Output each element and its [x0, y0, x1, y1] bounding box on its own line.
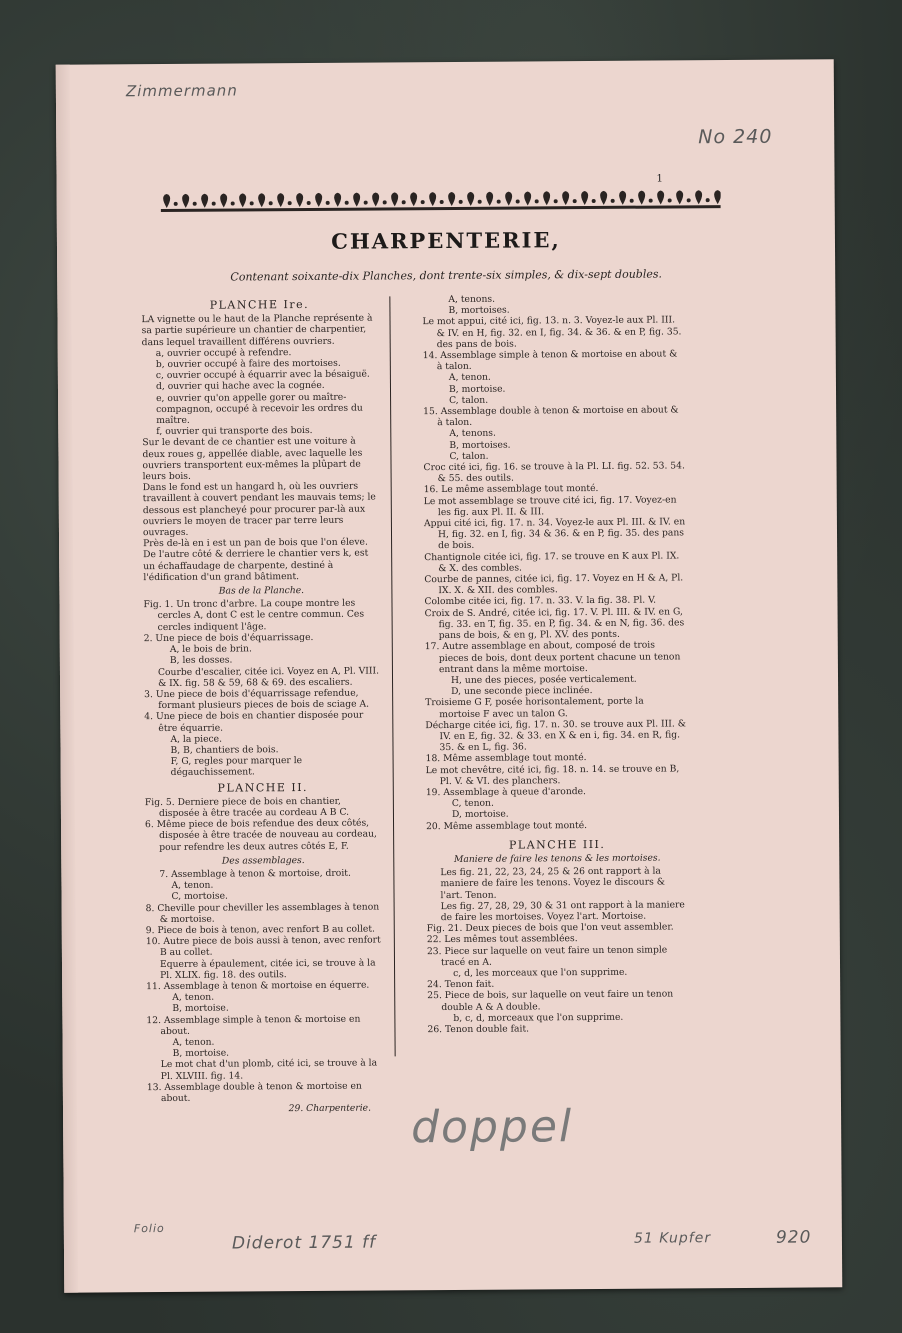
- list-item: Fig. 1. Un tronc d'arbre. La coupe montre les cercles A, dont C est le centre commun. Ces cercles indiquent l'âge.: [143, 597, 365, 633]
- ornament-dot: [630, 199, 634, 203]
- ornament-dot: [668, 198, 672, 202]
- list-item: Fig. 5. Derniere piece de bois en chantier, disposée à être tracée au cordeau A B C.: [144, 795, 350, 819]
- ornament-dot: [288, 201, 292, 205]
- planche-1-heading: PLANCHE Ire.: [209, 297, 310, 312]
- list-item: A, tenons.: [448, 293, 496, 305]
- ornament-fan: [524, 191, 531, 205]
- ornament-dot: [364, 201, 368, 205]
- list-item: D, mortoise.: [451, 808, 509, 821]
- list-item: Le mot chevêtre, cité ici, fig. 18. n. 14. se trouve en B, Pl. V. & VI. des planchers.: [425, 762, 680, 787]
- ornament-fan: [657, 190, 664, 204]
- list-item: C, mortoise.: [171, 890, 228, 903]
- ornament-fan: [619, 191, 626, 205]
- list-item: 23. Piece sur laquelle on veut faire un tenon simple tracé en A.: [426, 944, 668, 968]
- list-item: 8. Cheville pour cheviller les assemblages à tenon & mortoise.: [145, 901, 380, 925]
- ornament-fan: [600, 191, 607, 205]
- intro-paragraph: LA vignette ou le haut de la Planche représente à sa partie supérieure un chantier de charpentier, dans lequel travaillent différens ouvriers.: [141, 312, 373, 348]
- left-column: [141, 294, 383, 1115]
- list-item: B, les dosses.: [169, 654, 233, 667]
- ornament-dot: [516, 199, 520, 203]
- list-item: A, tenon.: [172, 1036, 215, 1048]
- list-item: A, tenon.: [172, 991, 215, 1004]
- ornament-dot: [307, 201, 311, 205]
- ornament-dot: [440, 200, 444, 204]
- list-item: 7. Assemblage à tenon & mortoise, droit.: [159, 867, 351, 880]
- right-column: [422, 292, 689, 1035]
- ornament-dot: [383, 200, 387, 204]
- list-item: Chantignole citée ici, fig. 17. se trouve en K aux Pl. IX. & X. des combles.: [424, 550, 680, 574]
- handwritten-author: Diderot 1751 ff: [231, 1232, 377, 1254]
- ornament-dot: [193, 202, 197, 206]
- vignette-list: [142, 346, 379, 437]
- catchword: 29. Charpenterie.: [288, 1102, 372, 1115]
- list-item: f, ouvrier qui transporte des bois.: [156, 425, 313, 438]
- ornament-dot: [459, 200, 463, 204]
- list-item: C, talon.: [449, 450, 489, 462]
- ornament-dot: [212, 202, 216, 206]
- list-item: c, d, les morceaux que l'on supprime.: [453, 966, 628, 979]
- assemblages-heading: Des assemblages.: [221, 854, 305, 867]
- list-item: 13. Assemblage double à tenon & mortoise en about.: [146, 1080, 362, 1105]
- list-item: B, mortoises.: [449, 439, 511, 451]
- ornament-fan: [486, 192, 493, 206]
- maniere-heading: Maniere de faire les tenons & les mortoises.: [453, 852, 661, 865]
- ornament-fan: [334, 193, 341, 207]
- list-item: 19. Assemblage à queue d'aronde.: [425, 785, 587, 799]
- ornament-fan: [239, 193, 246, 207]
- list-item: Appui cité ici, fig. 17. n. 34. Voyez-le aux Pl. III. & IV. en H, fig. 32. en I, fig. 34 & 36. & en P, fig. 35. des pans de bois.: [423, 516, 686, 552]
- ornament-fan: [638, 191, 645, 205]
- list-item: 10. Autre piece de bois aussi à tenon, avec renfort B au collet.: [145, 934, 381, 959]
- list-item: e, ouvrier qu'on appelle gorer ou maître-compagnon, occupé à recevoir les ordres du maître.: [156, 391, 363, 427]
- list-item: H, une des pieces, posée verticalement.: [450, 673, 637, 686]
- list-item: C, tenon.: [451, 797, 494, 810]
- paragraph: Sur le devant de ce chantier est une voiture à deux roues g, appellée diable, avec laquelle les ouvriers transportent eux-mêmes la plûpart de leurs bois.: [142, 436, 363, 483]
- ornament-dot: [649, 199, 653, 203]
- handwritten-plates: 51 Kupfer: [633, 1230, 712, 1247]
- list-item: B, mortoise.: [448, 383, 506, 395]
- list-item: B, B, chantiers de bois.: [170, 744, 279, 756]
- ornament-dot: [535, 199, 539, 203]
- paragraph: Les fig. 27, 28, 29, 30 & 31 ont rapport à la maniere de faire les mortoises. Voyez l'art. Mortoise.: [440, 899, 685, 924]
- list-item: Croc cité ici, fig. 16. se trouve à la Pl. LI. fig. 52. 53. 54. & 55. des outils.: [423, 460, 685, 485]
- list-item: 22. Les mêmes tout assemblées.: [426, 933, 578, 946]
- list-item: Courbe de pannes, citée ici, fig. 17. Voyez en H & A, Pl. IX. X. & XII. des combles.: [424, 572, 684, 597]
- ornament-fan: [182, 194, 189, 208]
- list-item: Le mot appui, cité ici, fig. 13. n. 3. Voyez-le aux Pl. III. & IV. en H, fig. 32. en I, fig. 34. & 36. & en P, fig. 35. des pans de bois.: [422, 314, 682, 350]
- ornament-fan: [201, 194, 208, 208]
- list-item: Le mot assemblage se trouve cité ici, fig. 17. Voyez-en les fig. aux Pl. II. & III.: [423, 494, 677, 518]
- list-item: A, tenon.: [171, 879, 214, 892]
- list-item: C, talon.: [449, 394, 489, 406]
- paragraph: Près de-là en i est un pan de bois que l'on éleve.: [143, 536, 368, 550]
- list-item: 20. Même assemblage tout monté.: [426, 819, 588, 832]
- page-number: 1: [656, 173, 663, 185]
- ornament-dot: [421, 200, 425, 204]
- list-item: B, mortoise.: [172, 1047, 230, 1060]
- ornament-fan: [296, 193, 303, 207]
- ornament-fan: [467, 192, 474, 206]
- paragraph: Les fig. 21, 22, 23, 24, 25 & 26 ont rapport à la maniere de faire les tenons. Voyez le discours & l'art. Tenon.: [440, 865, 665, 901]
- list-item: 16. Le même assemblage tout monté.: [423, 483, 599, 496]
- list-item: A, la piece.: [170, 733, 223, 745]
- ornament-dot: [687, 198, 691, 202]
- bas-heading: Bas de la Planche.: [218, 585, 305, 597]
- list-item: b, c, d, morceaux que l'on supprime.: [453, 1011, 624, 1024]
- handwritten-inventory-number: No 240: [698, 125, 773, 149]
- ornament-fan: [448, 192, 455, 206]
- handwritten-price: 920: [775, 1227, 812, 1248]
- list-item: 17. Autre assemblage en about, composé de trois pieces de bois, dont deux portent chacune un tenon entrant dans la même mortoise.: [424, 639, 681, 675]
- pencil-annotation: doppel: [410, 1101, 574, 1154]
- page-subtitle: Contenant soixante-dix Planches, dont trente-six simples, & dix-sept doubles.: [230, 267, 663, 284]
- ornament-fan: [220, 194, 227, 208]
- list-item: B, mortoises.: [448, 304, 510, 317]
- ornament-fan: [505, 192, 512, 206]
- page-title: CHARPENTERIE,: [331, 227, 561, 254]
- list-item: 15. Assemblage double à tenon & mortoise en about & à talon.: [423, 404, 679, 429]
- list-item: 3. Une piece de bois d'équarrissage refendue, formant plusieurs pieces de bois de sciage A.: [144, 687, 370, 712]
- list-item: 14. Assemblage simple à tenon & mortoise en about & à talon.: [422, 348, 678, 373]
- list-item: 25. Piece de bois, sur laquelle on veut faire un tenon double A & A double.: [427, 988, 674, 1013]
- planche-2-heading: PLANCHE II.: [217, 780, 309, 795]
- list-item: Fig. 21. Deux pieces de bois que l'on veut assembler.: [426, 921, 674, 935]
- list-item: Courbe d'escalier, citée ici. Voyez en A, Pl. VIII. & IX. fig. 58 & 59, 68 & 69. des escaliers.: [157, 664, 380, 689]
- ornament-dot: [250, 201, 254, 205]
- ornament-dot: [554, 199, 558, 203]
- list-item: Colombe citée ici, fig. 17. n. 33. V. la fig. 38. Pl. V.: [424, 595, 657, 608]
- list-item: 9. Piece de bois à tenon, avec renfort B au collet.: [145, 923, 375, 937]
- ornament-fan: [676, 190, 683, 204]
- list-item: 11. Assemblage à tenon & mortoise en équerre.: [146, 979, 370, 993]
- ornament-dot: [174, 202, 178, 206]
- ornament-dot: [402, 200, 406, 204]
- document-page: [56, 59, 843, 1292]
- ornament-band: [161, 188, 721, 214]
- paragraph: Dans le fond est un hangard h, où les ouvriers travaillent à couvert pendant les mauvais tems; le dessous est plancheyé pour procurer par-là aux ouvriers le moyen de tracer par terre leurs ouvrages.: [142, 480, 376, 539]
- list-item: Le mot chat d'un plomb, cité ici, se trouve à la Pl. XLVIII. fig. 14.: [160, 1057, 378, 1082]
- list-item: Décharge citée ici, fig. 17. n. 30. se trouve aux Pl. III. & IV. en E, fig. 32. & 33. en X & en i, fig. 34. en R, fig. 35. & en L, fig. 36.: [425, 718, 686, 754]
- list-item: d, ouvrier qui hache avec la cognée.: [155, 380, 325, 393]
- column-divider: [389, 296, 395, 1056]
- list-item: a, ouvrier occupé à refendre.: [155, 346, 292, 359]
- ornament-dot: [611, 199, 615, 203]
- ornament-fan: [695, 190, 702, 204]
- ornament-dot: [231, 201, 235, 205]
- ornament-fan: [543, 191, 550, 205]
- handwritten-format: Folio: [133, 1221, 165, 1236]
- list-item: 2. Une piece de bois d'équarrissage.: [143, 631, 314, 645]
- ornament-dot: [573, 199, 577, 203]
- ornament-fan: [353, 193, 360, 207]
- ornament-fan: [429, 192, 436, 206]
- ornament-fan: [410, 192, 417, 206]
- list-item: A, tenon.: [448, 372, 491, 384]
- ornament-fan: [714, 190, 721, 204]
- list-item: c, ouvrier occupé à équarrir avec la bésaiguë.: [155, 368, 370, 382]
- list-item: Croix de S. André, citée ici, fig. 17. V. Pl. III. & IV. en G, fig. 33. en T, fig. 35. en P, fig. 34. & en N, fig. 36. des pans de bois, & en g, Pl. XV. des ponts.: [424, 606, 685, 642]
- ornament-fan: [277, 193, 284, 207]
- list-item: 18. Même assemblage tout monté.: [425, 752, 587, 765]
- ornament-fan: [315, 193, 322, 207]
- list-item: Equerre à épaulement, citée ici, se trouve à la Pl. XLIX. fig. 18. des outils.: [159, 957, 376, 981]
- ornament-fan: [163, 194, 170, 208]
- list-item: A, tenons.: [449, 428, 496, 440]
- list-item: Troisieme G F, posée horisontalement, porte la mortoise F avec un talon G.: [425, 695, 644, 720]
- ornament-fan: [372, 192, 379, 206]
- ornament-fan: [258, 193, 265, 207]
- paragraph: De l'autre côté & derriere le chantier vers k, est un échaffaudage de charpente, destiné à l'édification d'un grand bâtiment.: [143, 548, 369, 584]
- handwritten-name: Zimmermann: [125, 81, 238, 101]
- ornament-fan: [391, 192, 398, 206]
- ornament-dot: [269, 201, 273, 205]
- list-item: A, le bois de brin.: [169, 643, 252, 656]
- ornament-dot: [592, 199, 596, 203]
- list-item: 4. Une piece de bois en chantier disposée pour être équarrie.: [144, 709, 364, 734]
- ornament-fan: [562, 191, 569, 205]
- planche-3-heading: PLANCHE III.: [508, 837, 606, 852]
- ornament-dot: [478, 200, 482, 204]
- ornament-fan: [581, 191, 588, 205]
- right-list-2: [427, 922, 690, 1036]
- list-item: F, G, regles pour marquer le dégauchissement.: [170, 755, 303, 779]
- list-item: 6. Même piece de bois refendue des deux côtés, disposée à être tracée de nouveau au cordeau, pour refendre les deux autres côtés E, F.: [144, 817, 377, 853]
- ornament-dot: [497, 200, 501, 204]
- list-item: b, ouvrier occupé à faire des mortoises.: [155, 357, 341, 371]
- list-item: 26. Tenon double fait.: [427, 1023, 530, 1036]
- list-item: 12. Assemblage simple à tenon & mortoise en about.: [146, 1013, 361, 1037]
- right-list-1: [422, 292, 688, 832]
- list-item: D, une seconde piece inclinée.: [451, 685, 593, 698]
- ornament-dot: [345, 201, 349, 205]
- ornament-dot: [326, 201, 330, 205]
- list-item: 24. Tenon fait.: [427, 978, 495, 991]
- list-item: B, mortoise.: [172, 1002, 229, 1015]
- ornament-dot: [706, 198, 710, 202]
